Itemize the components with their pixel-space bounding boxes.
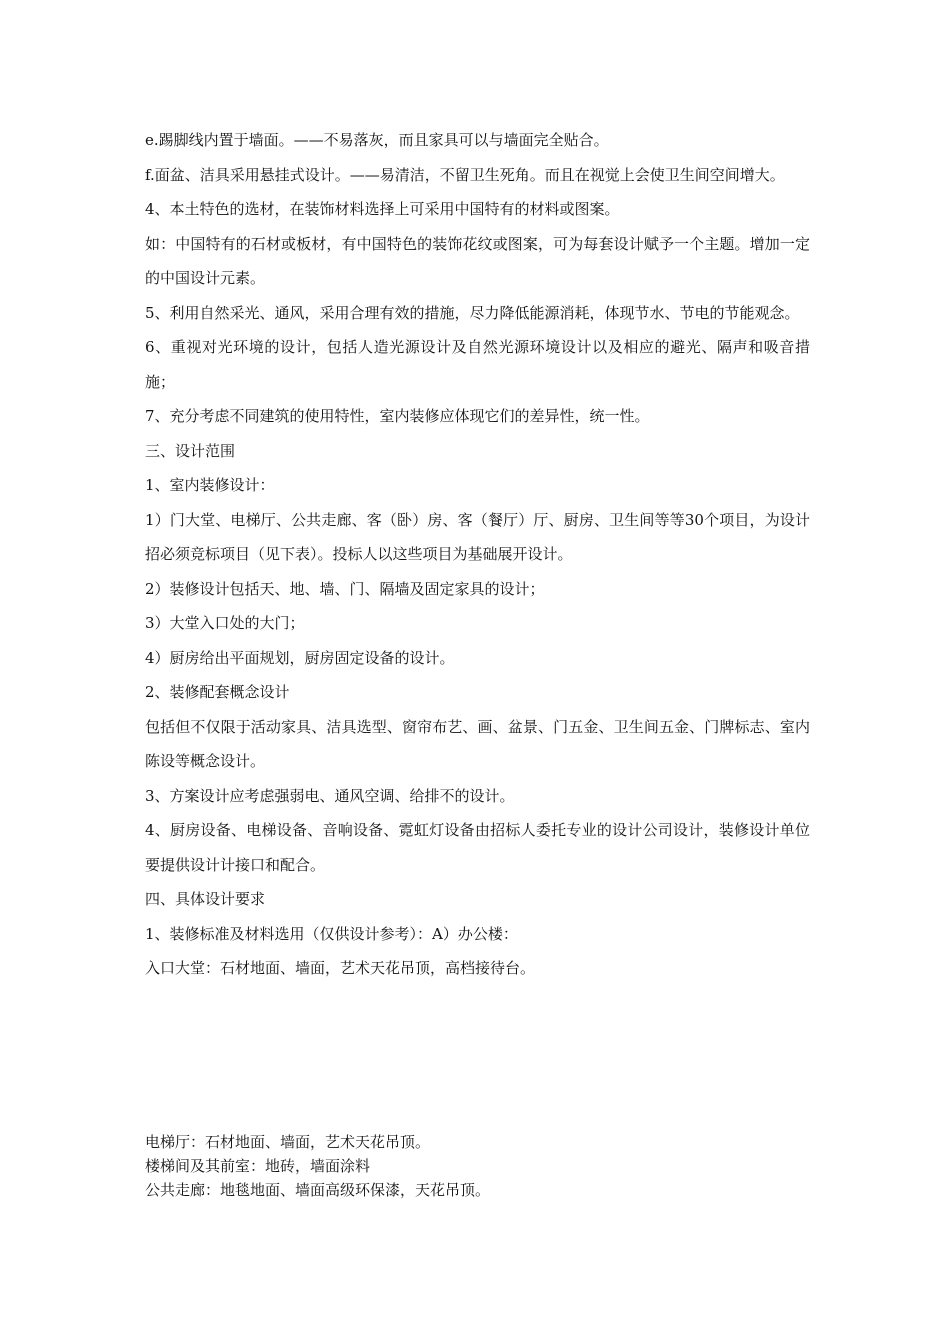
subheading-concept-design: 2、装修配套概念设计: [145, 683, 290, 701]
paragraph-electrical-hvac: 3、方案设计应考虑强弱电、通风空调、给排不的设计。: [145, 786, 515, 805]
paragraph-equipment-design: 4、厨房设备、电梯设备、音响设备、霓虹灯设备由招标人委托专业的设计公司设计，装修设计单位要提供设计计接口和配合。: [145, 821, 810, 874]
line-public-corridor: 公共走廊：地毯地面、墙面高级环保漆，天花吊顶。: [145, 1181, 491, 1199]
paragraph-furniture-concepts: 包括但不仅限于活动家具、洁具选型、窗帘布艺、画、盆景、门五金、卫生间五金、门牌标志、室内陈设等概念设计。: [145, 717, 810, 770]
tail-text-block: [145, 1130, 810, 1202]
paragraph-entrance-door: 3）大堂入口处的大门；: [145, 614, 305, 632]
paragraph-building-characteristics: 7、充分考虑不同建筑的使用特性，室内装修应体现它们的差异性，统一性。: [145, 407, 650, 425]
paragraph-baseboard: e.踢脚线内置于墙面。——不易落灰，而且家具可以与墙面完全贴合。: [145, 131, 609, 149]
paragraph-chinese-stone: 如：中国特有的石材或板材，有中国特色的装饰花纹或图案，可为每套设计赋予一个主题。增加一定的中国设计元素。: [145, 234, 810, 287]
paragraph-decoration-scope: 2）装修设计包括天、地、墙、门、隔墙及固定家具的设计；: [145, 579, 545, 598]
paragraph-entrance-lobby: 入口大堂：石材地面、墙面，艺术天花吊顶，高档接待台。: [145, 959, 536, 977]
section-heading-design-scope: 三、设计范围: [145, 441, 236, 460]
section-heading-design-requirements: 四、具体设计要求: [145, 890, 266, 908]
paragraph-kitchen-plan: 4）厨房给出平面规划，厨房固定设备的设计。: [145, 648, 455, 667]
paragraph-local-materials: 4、本土特色的选材，在装饰材料选择上可采用中国特有的材料或图案。: [145, 200, 620, 218]
paragraph-light-environment: 6、重视对光环境的设计，包括人造光源设计及自然光源环境设计以及相应的避光、隔声和吸音措施；: [145, 338, 810, 391]
paragraph-washbasin: f.面盆、洁具采用悬挂式设计。——易清洁，不留卫生死角。而且在视觉上会使卫生间空间增大。: [145, 165, 785, 184]
paragraph-lobby-items: 1）门大堂、电梯厅、公共走廊、客（卧）房、客（餐厅）厅、厨房、卫生间等等30个项目，为设计招必须竞标项目（见下表）。投标人以这些项目为基础展开设计。: [145, 510, 810, 563]
main-text-block: [145, 123, 810, 986]
line-elevator-hall: 电梯厅：石材地面、墙面，艺术天花吊顶。: [145, 1133, 431, 1151]
line-stairwell: 楼梯间及其前室：地砖，墙面涂料: [145, 1157, 371, 1175]
paragraph-natural-light: 5、利用自然采光、通风，采用合理有效的措施，尽力降低能源消耗，体现节水、节电的节能观念。: [145, 303, 800, 322]
subheading-interior-design: 1、室内装修设计：: [145, 476, 275, 494]
subheading-materials-standard: 1、装修标准及材料选用（仅供设计参考）：A）办公楼：: [145, 924, 518, 943]
